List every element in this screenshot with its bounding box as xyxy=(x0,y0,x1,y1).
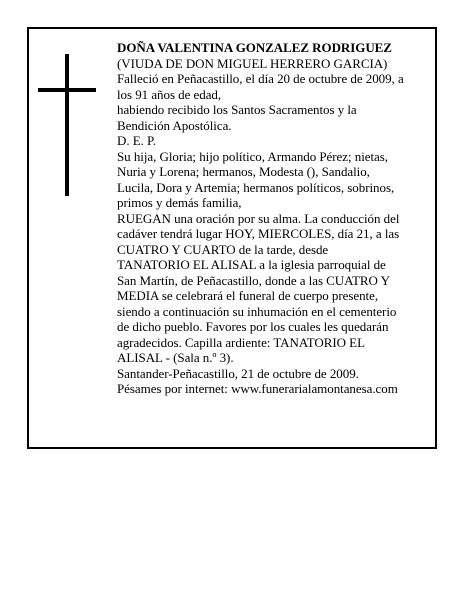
notice-line: Santander-Peñacastillo, 21 de octubre de 2009. xyxy=(117,365,359,381)
notice-line: siendo a continuación su inhumación en el cementerio xyxy=(117,303,397,319)
notice-line: Falleció en Peñacastillo, el día 20 de octubre de 2009, a xyxy=(117,71,404,86)
notice-line: Pésames por internet: www.funerarialamontanesa.com xyxy=(117,381,398,396)
notice-line: Lucila, Dora y Artemia; hermanos políticos, sobrinos, xyxy=(117,179,395,195)
notice-line: San Martín, de Peñacastillo, donde a las CUATRO Y xyxy=(117,272,390,288)
notice-line: CUATRO Y CUARTO de la tarde, desde xyxy=(117,241,329,257)
notice-line: RUEGAN una oración por su alma. La conducción del xyxy=(117,210,400,226)
notice-line: Su hija, Gloria; hijo político, Armando Pérez; nietas, xyxy=(117,148,388,164)
obituary-text xyxy=(117,40,429,397)
notice-line: MEDIA se celebrará el funeral de cuerpo presente, xyxy=(117,288,379,303)
notice-line: Bendición Apostólica. xyxy=(117,117,232,133)
notice-line: de dicho pueblo. Favores por los cuales les quedarán xyxy=(117,319,389,334)
notice-line: (VIUDA DE DON MIGUEL HERRERO GARCIA) xyxy=(117,55,388,71)
notice-line: cadáver tendrá lugar HOY, MIERCOLES, día 21, a las xyxy=(117,226,400,241)
notice-line: agradecidos. Capilla ardiente: TANATORIO EL xyxy=(117,334,365,350)
notice-line: los 91 años de edad, xyxy=(117,86,222,102)
notice-line: TANATORIO EL ALISAL a la iglesia parroquial de xyxy=(117,257,386,272)
notice-line: habiendo recibido los Santos Sacramentos y la xyxy=(117,102,357,117)
deceased-name: DOÑA VALENTINA GONZALEZ RODRIGUEZ xyxy=(117,40,392,55)
notice-line: primos y demás familia, xyxy=(117,195,242,210)
notice-line: ALISAL - (Sala n.º 3). xyxy=(117,350,234,365)
notice-line: D. E. P. xyxy=(117,133,156,148)
notice-line: Nuria y Lorena; hermanos, Modesta (), Sandalio, xyxy=(117,164,370,179)
cross-icon xyxy=(38,54,96,196)
